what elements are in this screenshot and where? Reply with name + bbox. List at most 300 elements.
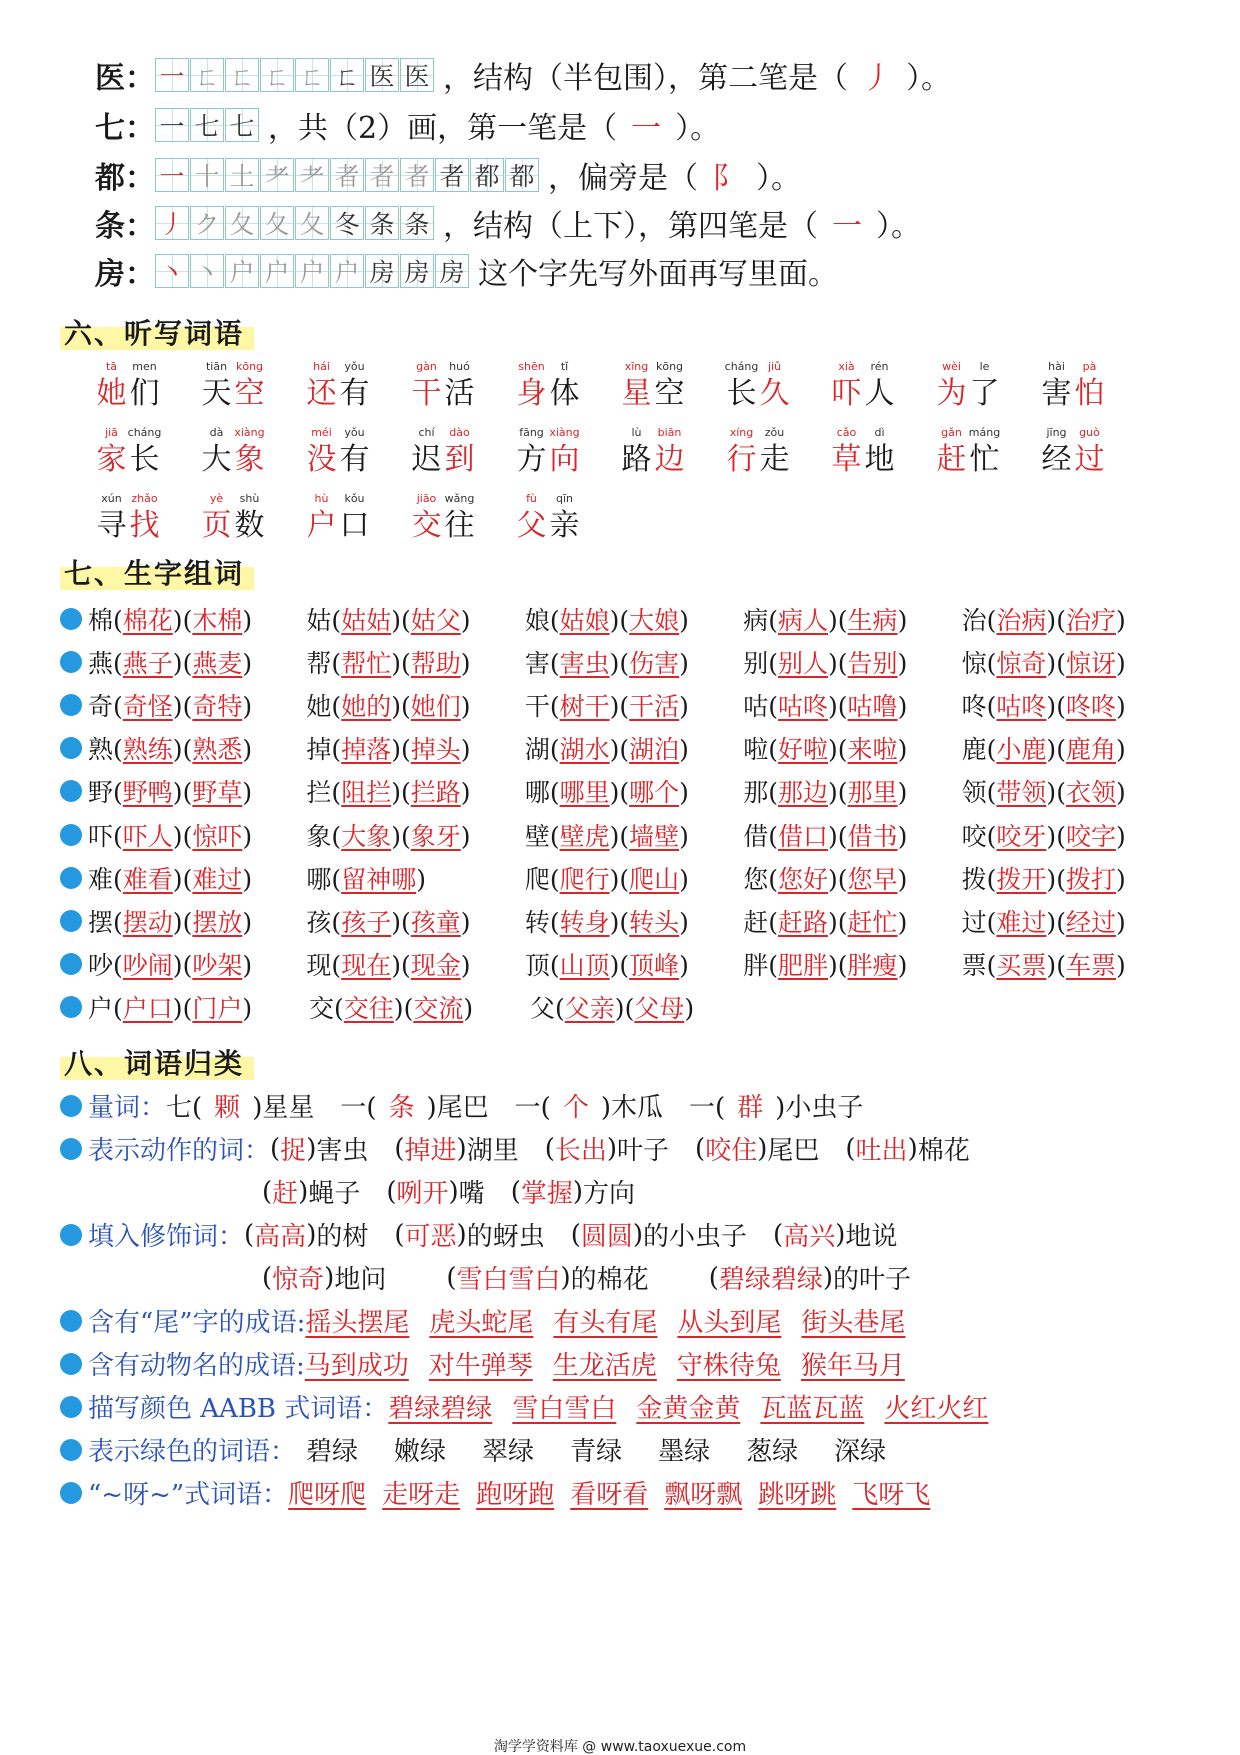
group-char: 拨 <box>961 864 987 894</box>
cls-word: 葱绿 <box>746 1437 799 1467</box>
cls-word: 看呀看 <box>570 1480 649 1510</box>
hanzi: 赶 <box>936 442 967 477</box>
bullet-dot <box>60 953 82 975</box>
group-item: 哪(哪里)(哪个) <box>524 778 689 808</box>
group-word: 交流 <box>413 994 464 1024</box>
cls-text: 尾巴 <box>767 1136 820 1166</box>
group-word: 掉落 <box>341 735 392 765</box>
group-char: 父 <box>530 994 556 1024</box>
stroke-answer: 一 <box>631 111 662 146</box>
hanzi: 活 <box>444 376 475 411</box>
cls-text: 棉花 <box>917 1136 970 1166</box>
cls-text: 一( <box>689 1093 726 1123</box>
cls-answer: 个 <box>562 1093 589 1123</box>
hanzi: 过 <box>1074 442 1105 477</box>
word-groups <box>60 597 1180 1029</box>
group-char: 害 <box>524 648 550 678</box>
group-word: 树干 <box>559 691 610 721</box>
group-word: 治疗 <box>1065 605 1116 635</box>
group-word: 借书 <box>847 821 898 851</box>
stroke-glyph: 一 <box>159 162 185 191</box>
cls-line <box>60 1087 889 1124</box>
hanzi: 没 <box>306 442 337 477</box>
stroke-box <box>225 108 259 142</box>
cls-answer: 吐出 <box>855 1136 908 1166</box>
hanzi: 为 <box>936 376 967 411</box>
cls-answer: 掉进 <box>404 1136 457 1166</box>
section-6-title: 六、听写词语 <box>60 310 254 352</box>
group-word: 野草 <box>192 778 243 808</box>
group-char: 咚 <box>961 691 987 721</box>
stroke-glyph: 都 <box>509 162 535 191</box>
dictation-word <box>200 426 305 492</box>
stroke-desc-end: ）。 <box>906 61 951 96</box>
char-cell <box>95 360 128 426</box>
pinyin: cháng <box>127 426 162 439</box>
cls-answer: 群 <box>737 1093 764 1123</box>
stroke-box <box>330 158 364 192</box>
stroke-glyph: 土 <box>229 162 255 191</box>
cls-idiom: 摇头摆尾 <box>305 1308 410 1338</box>
char-cell <box>830 426 863 492</box>
cls-text: 蝇子 <box>308 1179 361 1209</box>
dictation-word <box>515 426 620 492</box>
group-word: 父母 <box>634 994 685 1024</box>
group-item: 交(交往)(交流) <box>309 994 474 1024</box>
char-cell <box>725 360 758 426</box>
group-char: 咬 <box>961 821 987 851</box>
pinyin: hù <box>314 492 329 505</box>
group-word: 哪个 <box>629 778 680 808</box>
dictation-word <box>200 492 305 558</box>
group-word: 她们 <box>410 691 461 721</box>
group-item: 治(治病)(治疗) <box>961 605 1126 635</box>
group-char: 您 <box>743 864 769 894</box>
hanzi: 吓 <box>831 376 862 411</box>
hanzi: 大 <box>201 442 232 477</box>
cls-idiom: 猴年马月 <box>800 1351 905 1381</box>
group-char: 交 <box>309 994 335 1024</box>
pinyin: lù <box>631 426 642 439</box>
cls-idiom: 瓦蓝瓦蓝 <box>760 1394 865 1424</box>
group-word: 帮忙 <box>341 648 392 678</box>
group-row <box>60 770 1180 813</box>
stroke-char: 医： <box>95 61 155 96</box>
pinyin: zǒu <box>764 426 785 439</box>
stroke-glyph: 七 <box>194 112 220 141</box>
group-word: 惊讶 <box>1065 648 1116 678</box>
cls-idiom: 火红火红 <box>884 1394 989 1424</box>
char-cell <box>725 426 758 492</box>
dictation-word <box>305 426 410 492</box>
bullet-dot <box>60 867 82 889</box>
group-word: 父亲 <box>564 994 615 1024</box>
stroke-box <box>225 58 259 92</box>
stroke-glyph: 者 <box>334 162 360 191</box>
pinyin: xún <box>101 492 122 505</box>
group-char: 野 <box>88 778 114 808</box>
hanzi: 长 <box>726 376 757 411</box>
group-word: 买票 <box>996 951 1047 981</box>
group-item: 象(大象)(象牙) <box>306 821 471 851</box>
group-word: 借口 <box>778 821 829 851</box>
pinyin: yǒu <box>344 360 365 373</box>
group-char: 惊 <box>961 648 987 678</box>
pinyin: le <box>979 360 990 373</box>
stroke-glyph: 房 <box>404 258 430 287</box>
pinyin: kǒu <box>344 492 365 505</box>
group-item: 父(父亲)(父母) <box>530 994 695 1024</box>
group-char: 壁 <box>524 821 550 851</box>
group-item: 赶(赶路)(赶忙) <box>743 907 908 937</box>
group-item: 借(借口)(借书) <box>743 821 908 851</box>
group-char: 摆 <box>88 907 114 937</box>
cls-answer: 掌握 <box>520 1179 573 1209</box>
bullet-dot <box>60 1439 82 1461</box>
cls-idiom: 马到成功 <box>304 1351 409 1381</box>
group-word: 转身 <box>559 907 610 937</box>
group-word: 哪里 <box>559 778 610 808</box>
stroke-box <box>155 108 189 142</box>
stroke-char: 房： <box>95 257 155 292</box>
hanzi: 走 <box>759 442 790 477</box>
dictation-word <box>830 360 935 426</box>
cls-text: )小虫子 <box>775 1093 864 1123</box>
cls-answer: 雪白雪白 <box>456 1265 561 1295</box>
hanzi: 还 <box>306 376 337 411</box>
stroke-glyph: 医 <box>369 62 395 91</box>
group-char: 吓 <box>88 821 114 851</box>
dictation-word <box>515 492 620 558</box>
group-word: 咬牙 <box>996 821 1047 851</box>
stroke-box <box>505 158 539 192</box>
group-word: 您好 <box>778 864 829 894</box>
group-word: 姑娘 <box>559 605 610 635</box>
group-item: 娘(姑娘)(大娘) <box>524 605 689 635</box>
hanzi: 体 <box>549 376 580 411</box>
hanzi: 空 <box>654 376 685 411</box>
group-item: 顶(山顶)(顶峰) <box>524 951 689 981</box>
pinyin: máng <box>968 426 1001 439</box>
cls-answer: 捉 <box>280 1136 307 1166</box>
pinyin: dào <box>449 426 470 439</box>
stroke-desc-end: ）。 <box>675 111 721 146</box>
dictation-word <box>620 426 725 492</box>
hanzi: 到 <box>444 442 475 477</box>
group-char: 现 <box>306 951 332 981</box>
stroke-glyph: 耂 <box>299 162 325 191</box>
group-word: 熟练 <box>122 735 173 765</box>
cls-word: 碧绿 <box>306 1437 359 1467</box>
group-word: 墙壁 <box>629 821 680 851</box>
stroke-box <box>365 58 399 92</box>
group-word: 胖瘦 <box>847 951 898 981</box>
cls-text: 嘴 <box>458 1179 485 1209</box>
dictation-word <box>410 492 515 558</box>
group-word: 湖泊 <box>629 735 680 765</box>
dictation-words <box>95 360 1155 558</box>
bullet-dot <box>60 1396 82 1418</box>
hanzi: 天 <box>201 376 232 411</box>
hanzi: 边 <box>654 442 685 477</box>
group-word: 现在 <box>341 951 392 981</box>
group-word: 孩童 <box>410 907 461 937</box>
stroke-char: 条： <box>95 209 155 244</box>
group-word: 木棉 <box>192 605 243 635</box>
stroke-glyph: 户 <box>334 258 360 287</box>
pinyin: fāng <box>519 426 544 439</box>
pinyin: cháng <box>724 360 759 373</box>
stroke-box <box>260 158 294 192</box>
group-item: 咕(咕咚)(咕噜) <box>743 691 908 721</box>
group-row <box>60 943 1180 986</box>
hanzi: 数 <box>234 508 265 543</box>
char-cell <box>128 426 161 492</box>
group-char: 啦 <box>743 735 769 765</box>
stroke-row <box>95 152 801 198</box>
bullet-dot <box>60 737 82 759</box>
cls-text: 方向 <box>583 1179 636 1209</box>
char-cell <box>95 426 128 492</box>
bullet-dot <box>60 1353 82 1375</box>
cls-text: 的棉花 <box>570 1265 649 1295</box>
pinyin: rén <box>870 360 889 373</box>
group-item: 别(别人)(告别) <box>743 648 908 678</box>
group-item: 干(树干)(干活) <box>524 691 689 721</box>
char-cell <box>410 492 443 558</box>
cls-text: 一( <box>514 1093 551 1123</box>
group-item: 燕(燕子)(燕麦) <box>88 648 253 678</box>
cls-word: 跑呀跑 <box>476 1480 555 1510</box>
stroke-glyph: 丶 <box>194 258 220 287</box>
char-cell <box>515 492 548 558</box>
char-cell <box>233 426 266 492</box>
group-row <box>60 856 1180 899</box>
group-char: 棉 <box>88 605 114 635</box>
hanzi: 了 <box>969 376 1000 411</box>
hanzi: 家 <box>96 442 127 477</box>
pinyin: yǒu <box>344 426 365 439</box>
cls-label: 表示动作的词： <box>88 1136 271 1166</box>
pinyin: chí <box>418 426 435 439</box>
char-cell <box>128 360 161 426</box>
cls-idiom: 金黄金黄 <box>636 1394 741 1424</box>
group-char: 哪 <box>306 864 332 894</box>
cls-text: 害虫 <box>316 1136 369 1166</box>
pinyin: yè <box>209 492 224 505</box>
char-cell <box>1040 360 1073 426</box>
hanzi: 有 <box>339 442 370 477</box>
group-char: 姑 <box>306 605 332 635</box>
cls-text: )尾巴 <box>426 1093 489 1123</box>
bullet-dot <box>60 608 82 630</box>
group-word: 爬行 <box>559 864 610 894</box>
group-word: 爬山 <box>629 864 680 894</box>
char-cell <box>338 492 371 558</box>
group-word: 咕咚 <box>778 691 829 721</box>
group-word: 来啦 <box>847 735 898 765</box>
stroke-glyph: 冬 <box>334 210 360 239</box>
group-word: 户口 <box>122 994 173 1024</box>
cls-line <box>60 1431 912 1468</box>
stroke-box <box>295 158 329 192</box>
group-word: 摆动 <box>122 907 173 937</box>
stroke-row <box>95 200 921 246</box>
hanzi: 身 <box>516 376 547 411</box>
stroke-desc: ，结构（半包围），第二笔是（ <box>443 61 848 96</box>
hanzi: 路 <box>621 442 652 477</box>
char-cell <box>233 360 266 426</box>
cls-answer: 赶 <box>272 1179 299 1209</box>
char-cell <box>305 360 338 426</box>
group-word: 带领 <box>996 778 1047 808</box>
group-char: 她 <box>306 691 332 721</box>
group-item: 那(那边)(那里) <box>743 778 908 808</box>
char-cell <box>620 426 653 492</box>
pinyin: xià <box>838 360 855 373</box>
group-word: 燕麦 <box>192 648 243 678</box>
group-item: 吵(吵闹)(吵架) <box>88 951 253 981</box>
bullet-dot <box>60 780 82 802</box>
stroke-box <box>190 254 224 288</box>
bullet-dot <box>60 910 82 932</box>
hanzi: 行 <box>726 442 757 477</box>
stroke-box <box>400 206 434 240</box>
stroke-box <box>155 58 189 92</box>
group-word: 拨开 <box>996 864 1047 894</box>
stroke-glyph: 七 <box>229 112 255 141</box>
group-item: 姑(姑姑)(姑父) <box>306 605 471 635</box>
stroke-box <box>155 206 189 240</box>
group-item: 摆(摆动)(摆放) <box>88 907 253 937</box>
stroke-row <box>95 102 720 148</box>
cls-label: 填入修饰词： <box>88 1222 245 1252</box>
group-word: 那边 <box>778 778 829 808</box>
group-char: 赶 <box>743 907 769 937</box>
group-word: 掉头 <box>410 735 461 765</box>
stroke-glyph: 医 <box>404 62 430 91</box>
char-cell <box>338 426 371 492</box>
group-char: 那 <box>743 778 769 808</box>
cls-line: 填入修饰词： ( 高高 ) 的树 ( 可恶 ) 的蚜虫 ( 圆圆 ) 的小虫子 ( 高兴 ) 地说 <box>60 1216 923 1253</box>
cls-answer: 咬住 <box>705 1136 758 1166</box>
group-word: 干活 <box>629 691 680 721</box>
cls-word: 墨绿 <box>658 1437 711 1467</box>
group-char: 干 <box>524 691 550 721</box>
pinyin: hái <box>313 360 330 373</box>
stroke-char: 都： <box>95 161 155 196</box>
char-cell <box>548 492 581 558</box>
char-cell <box>935 360 968 426</box>
group-word: 咕噜 <box>847 691 898 721</box>
stroke-glyph: 夂 <box>264 210 290 239</box>
char-cell <box>443 360 476 426</box>
bullet-dot <box>60 824 82 846</box>
pinyin: jiā <box>105 426 118 439</box>
stroke-box <box>330 58 364 92</box>
group-word: 难看 <box>122 864 173 894</box>
pinyin: méi <box>311 426 332 439</box>
stroke-glyph: 条 <box>369 210 395 239</box>
group-char: 病 <box>743 605 769 635</box>
dictation-word <box>200 360 305 426</box>
stroke-box <box>295 254 329 288</box>
cls-idiom: 从头到尾 <box>677 1308 782 1338</box>
pinyin: tā <box>105 360 118 373</box>
cls-text: )星星 <box>252 1093 315 1123</box>
group-char: 过 <box>961 907 987 937</box>
cls-idiom: 有头有尾 <box>553 1308 658 1338</box>
stroke-box <box>260 206 294 240</box>
cls-line <box>60 1345 925 1382</box>
pinyin: fù <box>526 492 537 505</box>
group-word: 生病 <box>847 605 898 635</box>
stroke-boxes <box>155 206 435 240</box>
group-word: 肥胖 <box>778 951 829 981</box>
pinyin: shù <box>239 492 260 505</box>
group-word: 棉花 <box>122 605 173 635</box>
group-char: 象 <box>306 821 332 851</box>
group-word: 别人 <box>778 648 829 678</box>
cls-answer: 圆圆 <box>580 1222 633 1252</box>
pinyin: xiàng <box>549 426 580 439</box>
group-word: 鹿角 <box>1065 735 1116 765</box>
char-cell <box>758 426 791 492</box>
hanzi: 交 <box>411 508 442 543</box>
group-item: 领(带领)(衣领) <box>961 778 1126 808</box>
group-item: 咬(咬牙)(咬字) <box>961 821 1126 851</box>
cls-answer: 高兴 <box>783 1222 836 1252</box>
stroke-desc: ，偏旁是（ <box>548 161 698 196</box>
group-item: 病(病人)(生病) <box>743 605 908 635</box>
stroke-glyph: 房 <box>369 258 395 287</box>
stroke-desc-end: ）。 <box>876 209 921 244</box>
char-cell <box>548 360 581 426</box>
group-word: 留神哪 <box>341 864 417 894</box>
group-item: 拨(拨开)(拨打) <box>961 864 1126 894</box>
group-word: 难过 <box>996 907 1047 937</box>
hanzi: 页 <box>201 508 232 543</box>
group-word: 现金 <box>410 951 461 981</box>
group-word: 您早 <box>847 864 898 894</box>
hanzi: 迟 <box>411 442 442 477</box>
stroke-glyph: 耂 <box>264 162 290 191</box>
stroke-glyph: ㄈ <box>299 62 325 91</box>
cls-idiom: 街头巷尾 <box>801 1308 906 1338</box>
stroke-desc: 这个字先写外面再写里面。 <box>478 257 838 292</box>
pinyin: guò <box>1079 426 1100 439</box>
group-item: 棉(棉花)(木棉) <box>88 605 253 635</box>
stroke-box <box>225 206 259 240</box>
group-item: 湖(湖水)(湖泊) <box>524 735 689 765</box>
dictation-word <box>305 492 410 558</box>
group-word: 奇特 <box>192 691 243 721</box>
group-row <box>60 727 1180 770</box>
group-item: 孩(孩子)(孩童) <box>306 907 471 937</box>
group-word: 湖水 <box>559 735 610 765</box>
char-cell <box>515 360 548 426</box>
group-word: 好啦 <box>778 735 829 765</box>
group-word: 燕子 <box>122 648 173 678</box>
group-char: 转 <box>524 907 550 937</box>
group-item: 奇(奇怪)(奇特) <box>88 691 253 721</box>
group-word: 奇怪 <box>122 691 173 721</box>
pinyin: xíng <box>729 426 754 439</box>
group-item: 户(户口)(门户) <box>88 994 253 1024</box>
stroke-box <box>190 158 224 192</box>
stroke-answer: 阝 <box>712 161 742 196</box>
dictation-word <box>1040 426 1145 492</box>
